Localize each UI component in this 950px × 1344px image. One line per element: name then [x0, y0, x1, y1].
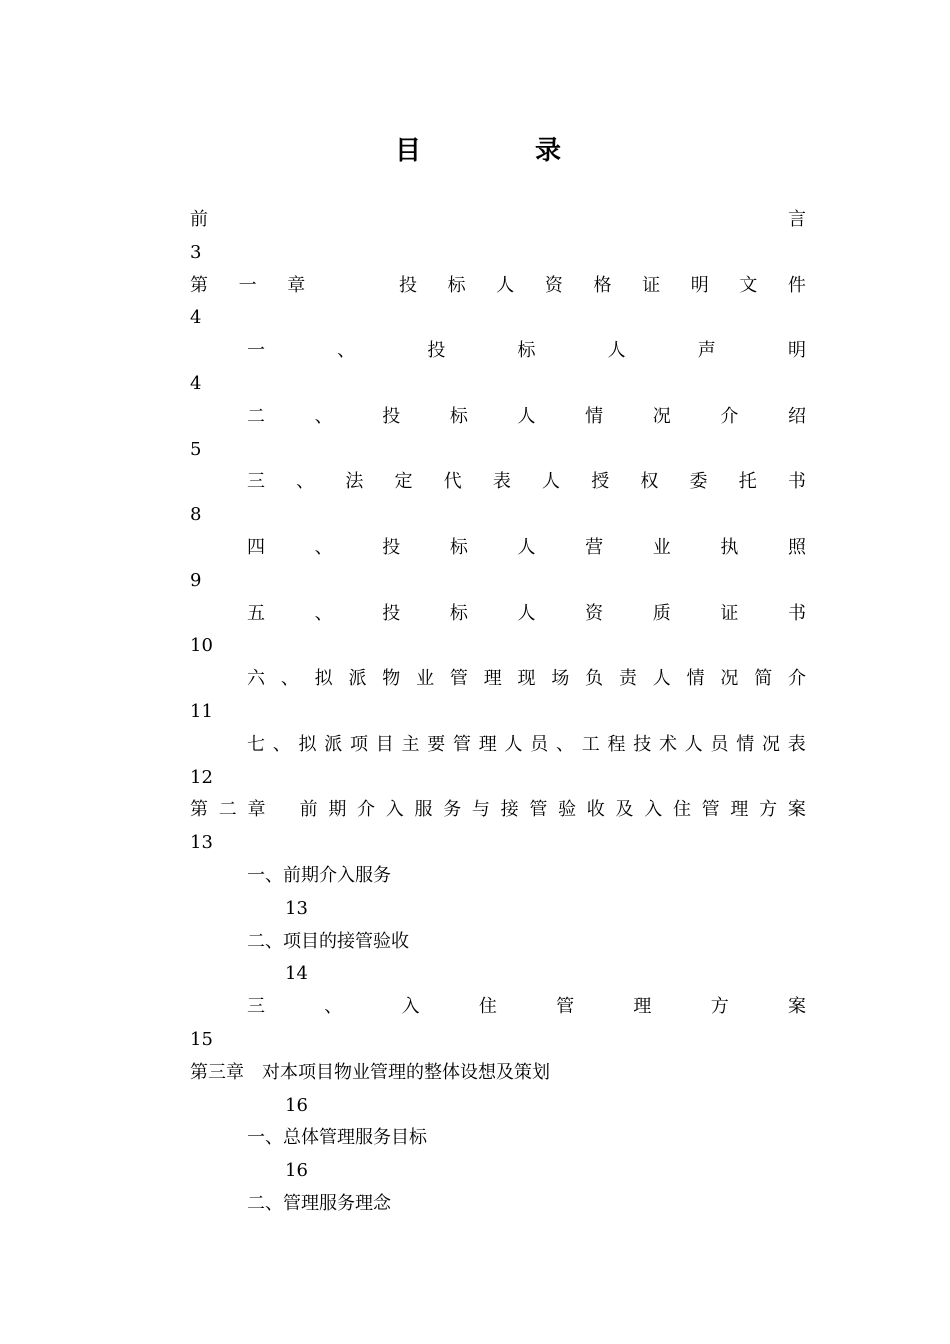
toc-section-entry: 五 、 投 标 人 资 质 证 书: [247, 602, 806, 624]
toc-section-entry: 七 、 拟 派 项 目 主 要 管 理 人 员 、 工 程 技 术 人 员 情 况 表: [247, 733, 806, 755]
toc-section-entry: 二、管理服务理念: [247, 1192, 391, 1214]
table-of-contents: [190, 204, 806, 1221]
toc-chapter-entry: 第 二 章 前 期 介 入 服 务 与 接 管 验 收 及 入 住 管 理 方 案: [190, 799, 806, 821]
toc-page-number: 5: [190, 438, 202, 460]
toc-page-number: 4: [190, 372, 202, 394]
toc-section-entry: 六 、 拟 派 物 业 管 理 现 场 负 责 人 情 况 简 介: [247, 668, 806, 690]
toc-section-entry: 三 、 入 住 管 理 方 案: [247, 996, 806, 1018]
toc-section-entry: 一、总体管理服务目标: [247, 1127, 427, 1149]
toc-section-entry: 二 、 投 标 人 情 况 介 绍: [247, 405, 806, 427]
toc-page-number: 13: [285, 897, 308, 919]
toc-section-entry: 一 、 投 标 人 声 明: [247, 340, 806, 362]
toc-page-number: 16: [285, 1094, 308, 1116]
toc-section-entry: 四 、 投 标 人 营 业 执 照: [247, 536, 806, 558]
toc-section-entry: 三 、 法 定 代 表 人 授 权 委 托 书: [247, 471, 806, 493]
toc-chapter-entry: 第三章 对本项目物业管理的整体设想及策划: [190, 1061, 550, 1083]
toc-page-number: 4: [190, 307, 202, 329]
toc-page-number: 15: [190, 1028, 213, 1050]
toc-page-number: 12: [190, 766, 213, 788]
toc-section-entry: 一、前期介入服务: [247, 864, 391, 886]
toc-page-number: 16: [285, 1160, 308, 1182]
toc-page-number: 13: [190, 832, 213, 854]
toc-page-number: 9: [190, 569, 202, 591]
toc-chapter-entry: 第 一 章 投 标 人 资 格 证 明 文 件: [190, 274, 806, 296]
toc-page-number: 14: [285, 963, 308, 985]
toc-page-number: 10: [190, 635, 213, 657]
page-title: 目 录: [394, 136, 605, 166]
toc-section-entry: 二、项目的接管验收: [247, 930, 409, 952]
toc-page-number: 8: [190, 504, 202, 526]
toc-page-number: 11: [190, 700, 213, 722]
toc-page-number: 3: [190, 241, 202, 263]
toc-chapter-entry: 前 言: [190, 209, 806, 230]
